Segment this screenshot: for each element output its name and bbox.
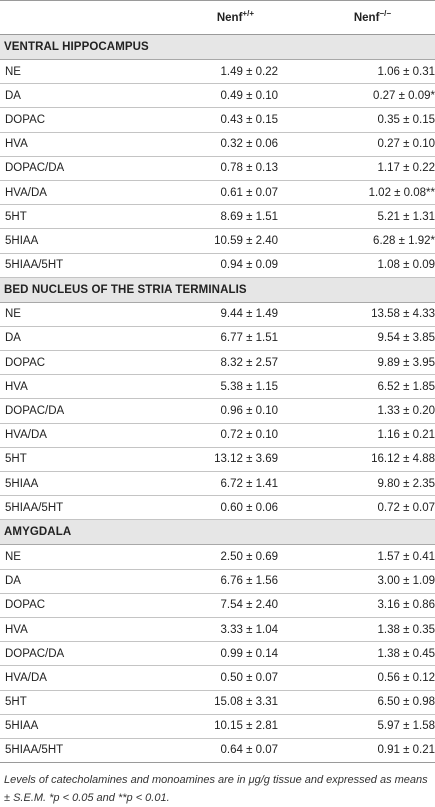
knockout-value-cell: 6.28 ± 1.92* <box>290 229 435 253</box>
header-wildtype-genotype: +/+ <box>242 8 254 18</box>
header-row <box>0 1 435 35</box>
knockout-value-cell: 1.06 ± 0.31 <box>290 60 435 84</box>
section-title: AMYGDALA <box>0 520 435 545</box>
row-label-cell: HVA <box>0 132 145 156</box>
wildtype-value-cell: 0.78 ± 0.13 <box>145 156 290 180</box>
wildtype-value-cell: 13.12 ± 3.69 <box>145 447 290 471</box>
table-row <box>0 302 435 326</box>
wildtype-value-cell: 0.60 ± 0.06 <box>145 496 290 520</box>
header-label-column <box>0 1 145 35</box>
wildtype-value-cell: 0.50 ± 0.07 <box>145 666 290 690</box>
row-label-cell: DOPAC <box>0 108 145 132</box>
row-label-cell: NE <box>0 545 145 569</box>
table-row <box>0 132 435 156</box>
wildtype-value-cell: 0.61 ± 0.07 <box>145 180 290 204</box>
row-label-cell: DOPAC <box>0 351 145 375</box>
wildtype-value-cell: 6.77 ± 1.51 <box>145 326 290 350</box>
section-header-row <box>0 520 435 545</box>
header-wildtype-column <box>145 1 290 35</box>
knockout-value-cell: 1.57 ± 0.41 <box>290 545 435 569</box>
knockout-value-cell: 3.16 ± 0.86 <box>290 593 435 617</box>
table-row <box>0 545 435 569</box>
wildtype-value-cell: 0.94 ± 0.09 <box>145 253 290 277</box>
table-row <box>0 738 435 762</box>
knockout-value-cell: 1.38 ± 0.35 <box>290 617 435 641</box>
table-row <box>0 423 435 447</box>
wildtype-value-cell: 0.32 ± 0.06 <box>145 132 290 156</box>
table-row <box>0 690 435 714</box>
row-label-cell: DOPAC/DA <box>0 642 145 666</box>
knockout-value-cell: 5.97 ± 1.58 <box>290 714 435 738</box>
wildtype-value-cell: 6.72 ± 1.41 <box>145 472 290 496</box>
row-label-cell: HVA/DA <box>0 423 145 447</box>
row-label-cell: NE <box>0 302 145 326</box>
wildtype-value-cell: 5.38 ± 1.15 <box>145 375 290 399</box>
wildtype-value-cell: 10.59 ± 2.40 <box>145 229 290 253</box>
table-row <box>0 399 435 423</box>
table-header <box>0 1 435 35</box>
knockout-value-cell: 0.27 ± 0.09* <box>290 84 435 108</box>
row-label-cell: DOPAC/DA <box>0 399 145 423</box>
table-row <box>0 496 435 520</box>
table-row <box>0 205 435 229</box>
header-knockout-genotype: −/− <box>379 8 391 18</box>
row-label-cell: DOPAC <box>0 593 145 617</box>
row-label-cell: 5HT <box>0 205 145 229</box>
table-row <box>0 472 435 496</box>
table-row <box>0 351 435 375</box>
row-label-cell: HVA <box>0 617 145 641</box>
row-label-cell: DA <box>0 326 145 350</box>
table-row <box>0 714 435 738</box>
row-label-cell: 5HIAA/5HT <box>0 496 145 520</box>
knockout-value-cell: 16.12 ± 4.88 <box>290 447 435 471</box>
table-row <box>0 617 435 641</box>
table-row <box>0 642 435 666</box>
knockout-value-cell: 6.50 ± 0.98 <box>290 690 435 714</box>
row-label-cell: HVA <box>0 375 145 399</box>
wildtype-value-cell: 0.64 ± 0.07 <box>145 738 290 762</box>
knockout-value-cell: 1.33 ± 0.20 <box>290 399 435 423</box>
wildtype-value-cell: 15.08 ± 3.31 <box>145 690 290 714</box>
wildtype-value-cell: 9.44 ± 1.49 <box>145 302 290 326</box>
table-body <box>0 35 435 763</box>
wildtype-value-cell: 6.76 ± 1.56 <box>145 569 290 593</box>
wildtype-value-cell: 7.54 ± 2.40 <box>145 593 290 617</box>
wildtype-value-cell: 2.50 ± 0.69 <box>145 545 290 569</box>
wildtype-value-cell: 0.72 ± 0.10 <box>145 423 290 447</box>
section-title: VENTRAL HIPPOCAMPUS <box>0 35 435 60</box>
row-label-cell: 5HIAA/5HT <box>0 738 145 762</box>
row-label-cell: HVA/DA <box>0 180 145 204</box>
knockout-value-cell: 0.27 ± 0.10 <box>290 132 435 156</box>
table-row <box>0 447 435 471</box>
table-row <box>0 593 435 617</box>
wildtype-value-cell: 1.49 ± 0.22 <box>145 60 290 84</box>
section-header-row <box>0 35 435 60</box>
knockout-value-cell: 13.58 ± 4.33 <box>290 302 435 326</box>
row-label-cell: 5HT <box>0 447 145 471</box>
wildtype-value-cell: 8.32 ± 2.57 <box>145 351 290 375</box>
knockout-value-cell: 3.00 ± 1.09 <box>290 569 435 593</box>
row-label-cell: 5HIAA <box>0 714 145 738</box>
knockout-value-cell: 0.91 ± 0.21 <box>290 738 435 762</box>
table-row <box>0 84 435 108</box>
knockout-value-cell: 0.72 ± 0.07 <box>290 496 435 520</box>
knockout-value-cell: 9.80 ± 2.35 <box>290 472 435 496</box>
row-label-cell: 5HT <box>0 690 145 714</box>
row-label-cell: DA <box>0 569 145 593</box>
row-label-cell: 5HIAA <box>0 472 145 496</box>
wildtype-value-cell: 8.69 ± 1.51 <box>145 205 290 229</box>
section-title: BED NUCLEUS OF THE STRIA TERMINALIS <box>0 277 435 302</box>
knockout-value-cell: 9.54 ± 3.85 <box>290 326 435 350</box>
header-wildtype-text: Nenf <box>216 11 243 24</box>
knockout-value-cell: 1.16 ± 0.21 <box>290 423 435 447</box>
table-row <box>0 253 435 277</box>
row-label-cell: DOPAC/DA <box>0 156 145 180</box>
knockout-value-cell: 6.52 ± 1.85 <box>290 375 435 399</box>
knockout-value-cell: 9.89 ± 3.95 <box>290 351 435 375</box>
header-knockout-text: Nenf <box>353 11 380 24</box>
wildtype-value-cell: 0.43 ± 0.15 <box>145 108 290 132</box>
knockout-value-cell: 1.17 ± 0.22 <box>290 156 435 180</box>
table-footnote: Levels of catecholamines and monoamines are in μg/g tissue and expressed as means ± S.E.M. *p < 0.05 and **p < 0.01. <box>4 774 428 805</box>
knockout-value-cell: 1.38 ± 0.45 <box>290 642 435 666</box>
knockout-value-cell: 0.35 ± 0.15 <box>290 108 435 132</box>
section-header-row <box>0 277 435 302</box>
row-label-cell: 5HIAA/5HT <box>0 253 145 277</box>
knockout-value-cell: 1.08 ± 0.09 <box>290 253 435 277</box>
table-row <box>0 375 435 399</box>
wildtype-value-cell: 0.99 ± 0.14 <box>145 642 290 666</box>
row-label-cell: 5HIAA <box>0 229 145 253</box>
table-row <box>0 60 435 84</box>
row-label-cell: NE <box>0 60 145 84</box>
wildtype-value-cell: 0.96 ± 0.10 <box>145 399 290 423</box>
row-label-cell: HVA/DA <box>0 666 145 690</box>
table-row <box>0 666 435 690</box>
wildtype-value-cell: 10.15 ± 2.81 <box>145 714 290 738</box>
row-label-cell: DA <box>0 84 145 108</box>
knockout-value-cell: 5.21 ± 1.31 <box>290 205 435 229</box>
table-row <box>0 326 435 350</box>
table-row <box>0 156 435 180</box>
table-row <box>0 108 435 132</box>
knockout-value-cell: 1.02 ± 0.08** <box>290 180 435 204</box>
wildtype-value-cell: 0.49 ± 0.10 <box>145 84 290 108</box>
header-knockout-column <box>290 1 435 35</box>
table-row <box>0 229 435 253</box>
table-row <box>0 569 435 593</box>
knockout-value-cell: 0.56 ± 0.12 <box>290 666 435 690</box>
wildtype-value-cell: 3.33 ± 1.04 <box>145 617 290 641</box>
table-row <box>0 180 435 204</box>
